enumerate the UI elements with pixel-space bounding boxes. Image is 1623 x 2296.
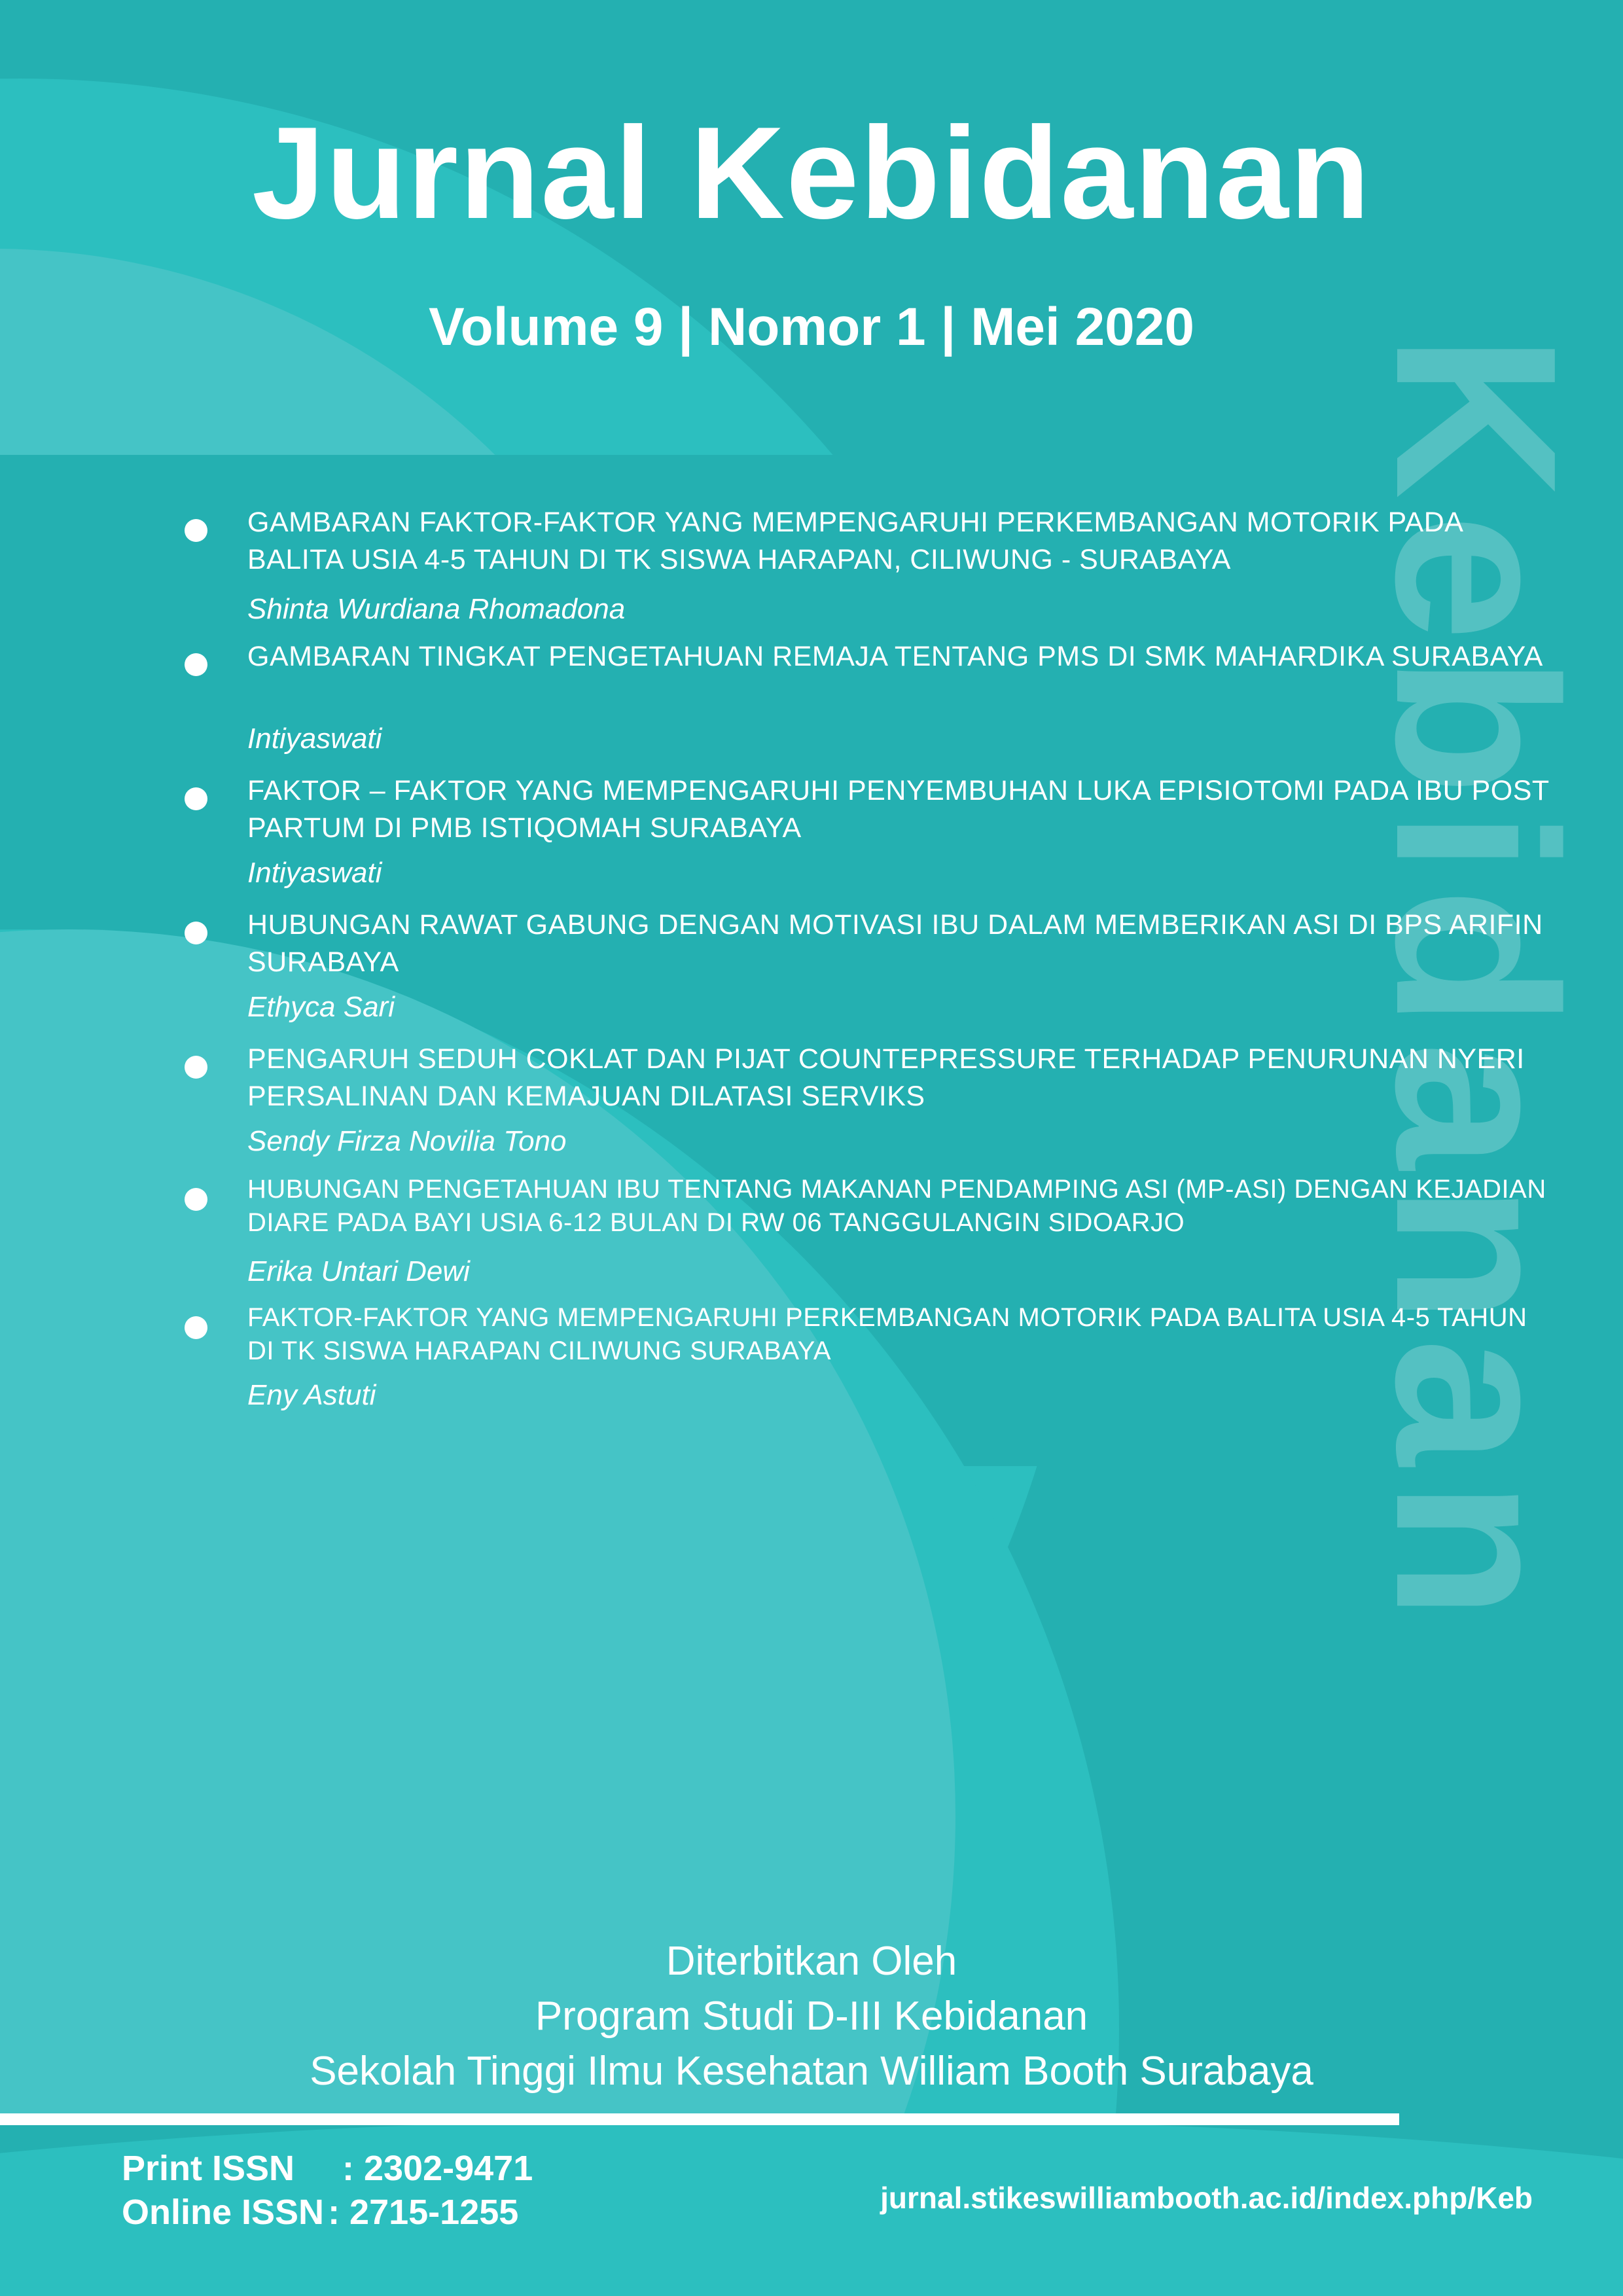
article-author: Sendy Firza Novilia Tono <box>247 1125 567 1157</box>
bullet-icon <box>185 922 207 944</box>
issn-block <box>122 2147 533 2234</box>
publisher-heading: Diterbitkan Oleh <box>666 1939 957 1984</box>
article-author: Erika Untari Dewi <box>247 1255 470 1287</box>
print-issn-value: : 2302-9471 <box>342 2149 533 2188</box>
article-title: GAMBARAN TINGKAT PENGETAHUAN REMAJA TENTANG PMS DI SMK MAHARDIKA SURABAYA <box>247 641 1543 672</box>
bullet-icon <box>185 1188 207 1211</box>
article-author: Intiyaswati <box>247 723 382 755</box>
article-author: Shinta Wurdiana Rhomadona <box>247 593 626 625</box>
print-issn-row <box>122 2147 533 2191</box>
bullet-icon <box>185 1316 207 1339</box>
journal-website: jurnal.stikeswilliambooth.ac.id/index.php/Keb <box>880 2181 1533 2215</box>
bullet-icon <box>185 519 207 542</box>
print-issn-label: Print ISSN <box>122 2149 295 2188</box>
article-title: FAKTOR-FAKTOR YANG MEMPENGARUHI PERKEMBANGAN MOTORIK PADA BALITA USIA 4-5 TAHUN DI TK SISWA HARAPAN CILIWUNG SURABAYA <box>247 1303 1527 1365</box>
bullet-icon <box>185 653 207 676</box>
bullet-icon <box>185 787 207 810</box>
online-issn-label: Online ISSN <box>122 2193 325 2232</box>
vertical-watermark-word: Kebidanan <box>1348 334 1604 1635</box>
publisher-block <box>0 1934 1623 2099</box>
article-author: Intiyaswati <box>247 857 382 889</box>
article-title: HUBUNGAN RAWAT GABUNG DENGAN MOTIVASI IBU DALAM MEMBERIKAN ASI DI BPS ARIFIN SURABAYA <box>247 909 1543 978</box>
article-title: HUBUNGAN PENGETAHUAN IBU TENTANG MAKANAN PENDAMPING ASI (MP-ASI) DENGAN KEJADIAN DIARE PADA BAYI USIA 6-12 BULAN DI RW 06 TANGGULANGIN SIDOARJO <box>247 1175 1546 1237</box>
article-author: Eny Astuti <box>247 1379 376 1411</box>
bullet-icon <box>185 1056 207 1079</box>
online-issn-row <box>122 2191 533 2234</box>
issue-info: Volume 9 | Nomor 1 | Mei 2020 <box>429 297 1194 357</box>
journal-title: Jurnal Kebidanan <box>251 100 1372 246</box>
article-author: Ethyca Sari <box>247 991 395 1023</box>
publisher-program: Program Studi D-III Kebidanan <box>535 1994 1088 2039</box>
online-issn-value: : 2715-1255 <box>328 2193 519 2232</box>
publisher-institution: Sekolah Tinggi Ilmu Kesehatan William Booth Surabaya <box>310 2049 1313 2094</box>
article-title: PENGARUH SEDUH COKLAT DAN PIJAT COUNTEPRESSURE TERHADAP PENURUNAN NYERI PERSALINAN DAN KEMAJUAN DILATASI SERVIKS <box>247 1043 1525 1112</box>
article-title: GAMBARAN FAKTOR-FAKTOR YANG MEMPENGARUHI PERKEMBANGAN MOTORIK PADA BALITA USIA 4-5 TAHUN DI TK SISWA HARAPAN, CILIWUNG - SURABAYA <box>247 507 1463 575</box>
footer-divider <box>0 2113 1399 2125</box>
article-title: FAKTOR – FAKTOR YANG MEMPENGARUHI PENYEMBUHAN LUKA EPISIOTOMI PADA IBU POST PARTUM DI PMB ISTIQOMAH SURABAYA <box>247 775 1549 844</box>
